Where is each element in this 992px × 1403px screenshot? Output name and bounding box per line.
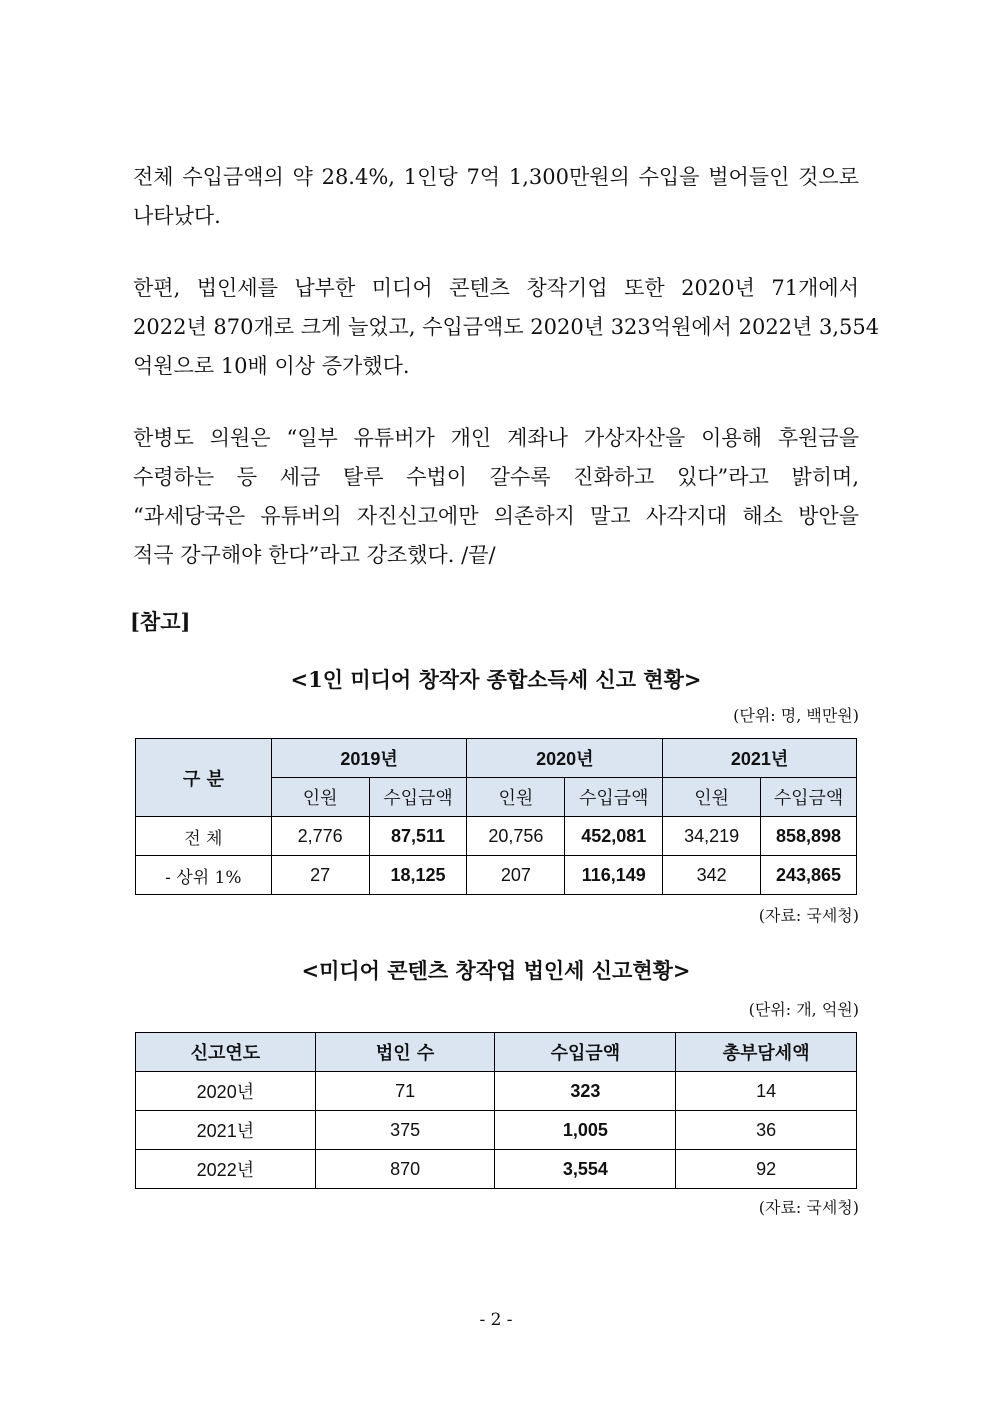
table-cell: 323 — [495, 1072, 676, 1111]
paragraph-line: 억원으로 10배 이상 증가했다. — [133, 354, 410, 378]
table-cell: 71 — [315, 1072, 495, 1111]
table-cell: 342 — [663, 856, 761, 895]
table-cell: 18,125 — [369, 856, 467, 895]
table-cell: 3,554 — [495, 1150, 676, 1189]
table-cell: 375 — [315, 1111, 495, 1150]
corporate-tax-table — [135, 1032, 857, 1189]
paragraph-line: 나타났다. — [133, 204, 221, 228]
table-cell: 2,776 — [271, 817, 369, 856]
sub-header: 수입금액 — [565, 778, 663, 817]
table-cell: 34,219 — [663, 817, 761, 856]
table-row — [136, 1072, 857, 1111]
table-cell: 20,756 — [467, 817, 565, 856]
sub-header: 수입금액 — [761, 778, 857, 817]
reference-label: [참고] — [130, 609, 191, 634]
table-cell: 27 — [271, 856, 369, 895]
income-tax-table — [135, 738, 857, 895]
paragraph-quote — [133, 419, 859, 575]
paragraph-line: 한병도 의원은 “일부 유튜버가 개인 계좌나 가상자산을 이용해 후원금을 — [133, 426, 859, 450]
table-cell: 1,005 — [495, 1111, 676, 1150]
table1-unit: (단위: 명, 백만원) — [733, 706, 859, 725]
year-header: 2020년 — [467, 739, 663, 778]
table-cell: 116,149 — [565, 856, 663, 895]
sub-header: 수입금액 — [369, 778, 467, 817]
table-cell: 2021년 — [136, 1111, 316, 1150]
paragraph-line: 전체 수입금액의 약 28.4%, 1인당 7억 1,300만원의 수입을 벌어들인 것으로 — [133, 165, 859, 189]
paragraph-line: 2022년 870개로 크게 늘었고, 수입금액도 2020년 323억원에서 2022년 3,554 — [133, 315, 880, 339]
table-row — [136, 856, 857, 895]
paragraph-line: 적극 강구해야 한다”라고 강조했다. /끝/ — [133, 543, 496, 567]
paragraph-line: 한편, 법인세를 납부한 미디어 콘텐츠 창작기업 또한 2020년 71개에서 — [133, 276, 859, 300]
table2-unit: (단위: 개, 억원) — [748, 1000, 859, 1019]
table-cell: 243,865 — [761, 856, 857, 895]
table-cell: 858,898 — [761, 817, 857, 856]
table-cell: 452,081 — [565, 817, 663, 856]
table-cell: 207 — [467, 856, 565, 895]
sub-header: 인원 — [271, 778, 369, 817]
table2-title: <미디어 콘텐츠 창작업 법인세 신고현황> — [301, 958, 691, 983]
table-cell: 87,511 — [369, 817, 467, 856]
table1-title: <1인 미디어 창작자 종합소득세 신고 현황> — [290, 667, 702, 692]
table-cell: 36 — [676, 1111, 857, 1150]
column-header: 총부담세액 — [676, 1033, 857, 1072]
year-header: 2021년 — [663, 739, 857, 778]
table-row — [136, 1111, 857, 1150]
paragraph-summary — [133, 158, 859, 236]
column-header: 신고연도 — [136, 1033, 316, 1072]
sub-header: 인원 — [467, 778, 565, 817]
column-header: 법인 수 — [315, 1033, 495, 1072]
table-row — [136, 817, 857, 856]
table-header-row — [136, 1033, 857, 1072]
paragraph-line: “과세당국은 유튜버의 자진신고에만 의존하지 말고 사각지대 해소 방안을 — [133, 504, 859, 528]
paragraph-corporate — [133, 269, 880, 386]
table-header-row — [136, 739, 857, 778]
table-cell: 14 — [676, 1072, 857, 1111]
page-number: - 2 - — [479, 1310, 513, 1330]
table1-source: (자료: 국세청) — [758, 906, 859, 925]
table-cell: 2022년 — [136, 1150, 316, 1189]
paragraph-line: 수령하는 등 세금 탈루 수법이 갈수록 진화하고 있다”라고 밝히며, — [133, 465, 859, 489]
table-row — [136, 1150, 857, 1189]
table-cell: 92 — [676, 1150, 857, 1189]
column-header: 수입금액 — [495, 1033, 676, 1072]
row-label: - 상위 1% — [136, 856, 272, 895]
year-header: 2019년 — [271, 739, 467, 778]
corner-header: 구 분 — [136, 739, 272, 817]
sub-header: 인원 — [663, 778, 761, 817]
table-cell: 2020년 — [136, 1072, 316, 1111]
table2-source: (자료: 국세청) — [758, 1198, 859, 1217]
row-label: 전 체 — [136, 817, 272, 856]
table-cell: 870 — [315, 1150, 495, 1189]
